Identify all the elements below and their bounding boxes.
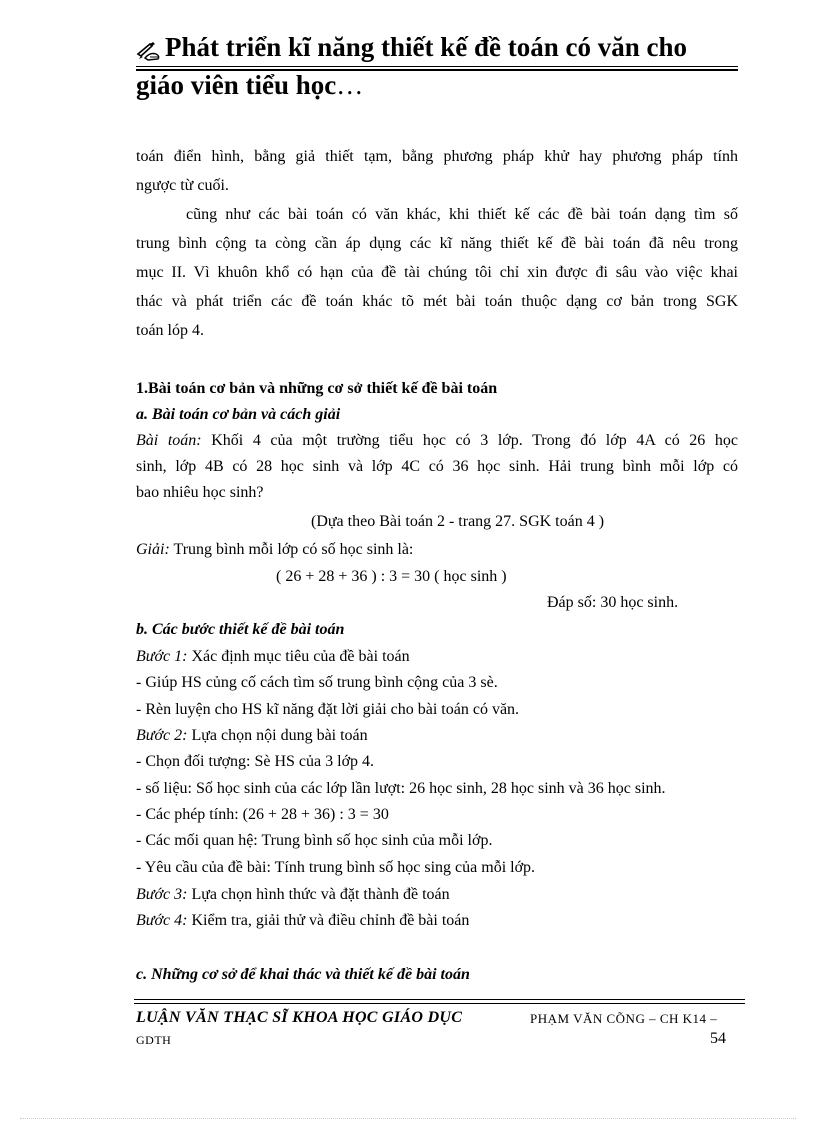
problem-line-1: Bài toán: Khối 4 của một trường tiểu học có 3 lớp. Trong đó lớp 4A có 26 học	[136, 432, 739, 449]
solution-line: Giải: Trung bình mỗi lớp có số học sinh là:	[136, 541, 414, 558]
section-c-heading: c. Những cơ sở để khai thác và thiết kế đề bài toán	[136, 966, 470, 983]
section-b-heading: b. Các bước thiết kế đề bài toán	[136, 621, 345, 638]
footer-rule-top	[134, 999, 745, 1000]
paragraph-2-line-3: mục II. Vì khuôn khổ có hạn của đề tài chúng tôi chỉ xin được đi sâu vào việc khai	[136, 264, 738, 281]
header-title-line2: giáo viên tiểu học…	[136, 70, 364, 100]
footer-department: GDTH	[136, 1033, 172, 1047]
step-4: Bước 4: Kiểm tra, giải thử và điều chỉnh đề bài toán	[136, 912, 470, 929]
page-bottom-dotted-line	[20, 1118, 796, 1119]
footer-thesis-title: LUẬN VĂN THẠC SĨ KHOA HỌC GIÁO DỤC	[136, 1009, 463, 1026]
answer: Đáp số: 30 học sinh.	[547, 594, 679, 611]
writing-hand-icon	[136, 38, 162, 62]
step-1-item-2: - Rèn luyện cho HS kĩ năng đặt lời giải cho bài toán có văn.	[136, 701, 520, 718]
paragraph-1-line-2: ngược từ cuối.	[136, 177, 229, 194]
step-1-item-1: - Giúp HS củng cố cách tìm số trung bình cộng của 3 sè.	[136, 674, 498, 691]
paragraph-2-line-4: thác và phát triển các đề toán khác tõ mét bài toán thuộc dạng cơ bản trong SGK	[136, 293, 738, 310]
problem-line-3: bao nhiêu học sinh?	[136, 484, 264, 501]
paragraph-2-line-2: trung bình cộng ta còng cần áp dụng các kĩ năng thiết kế đề bài toán đã nêu trong	[136, 235, 738, 252]
step-2-item-4: - Các mối quan hệ: Trung bình số học sinh của mỗi lớp.	[136, 832, 493, 849]
footer-rule-bottom	[134, 1003, 745, 1004]
paragraph-2-line-5: toán lóp 4.	[136, 322, 204, 339]
paragraph-2-line-1: cũng như các bài toán có văn khác, khi thiết kế các đề bài toán dạng tìm số	[186, 206, 738, 223]
section-1-heading: 1.Bài toán cơ bản và những cơ sở thiết kế đề bài toán	[136, 380, 498, 397]
source-note: (Dựa theo Bài toán 2 - trang 27. SGK toán 4 )	[311, 513, 605, 530]
header-rule-top	[136, 66, 738, 67]
paragraph-1-line-1: toán điển hình, bằng giả thiết tạm, bằng phương pháp khử hay phương pháp tính	[136, 148, 738, 165]
step-2-item-5: - Yêu cầu của đề bài: Tính trung bình số học sing của mỗi lớp.	[136, 859, 536, 876]
footer-author: PHẠM VĂN CÕNG – CH K14 –	[530, 1011, 718, 1026]
page-number: 54	[710, 1030, 726, 1047]
step-2: Bước 2: Lựa chọn nội dung bài toán	[136, 727, 368, 744]
step-1: Bước 1: Xác định mục tiêu của đề bài toán	[136, 648, 410, 665]
step-2-item-2: - số liệu: Số học sinh của các lớp lần lượt: 26 học sinh, 28 học sinh và 36 học sinh.	[136, 780, 666, 797]
header-title-line1: Phát triển kĩ năng thiết kế đề toán có văn cho	[165, 32, 688, 62]
solution-equation: ( 26 + 28 + 36 ) : 3 = 30 ( học sinh )	[276, 568, 507, 585]
section-a-heading: a. Bài toán cơ bản và cách giải	[136, 406, 341, 423]
step-2-item-3: - Các phép tính: (26 + 28 + 36) : 3 = 30	[136, 806, 389, 823]
problem-line-2: sinh, lớp 4B có 28 học sinh và lớp 4C có 36 học sinh. Hải trung bình mỗi lớp có	[136, 458, 738, 475]
step-2-item-1: - Chọn đối tượng: Sè HS của 3 lớp 4.	[136, 753, 375, 770]
step-3: Bước 3: Lựa chọn hình thức và đặt thành đề toán	[136, 886, 450, 903]
